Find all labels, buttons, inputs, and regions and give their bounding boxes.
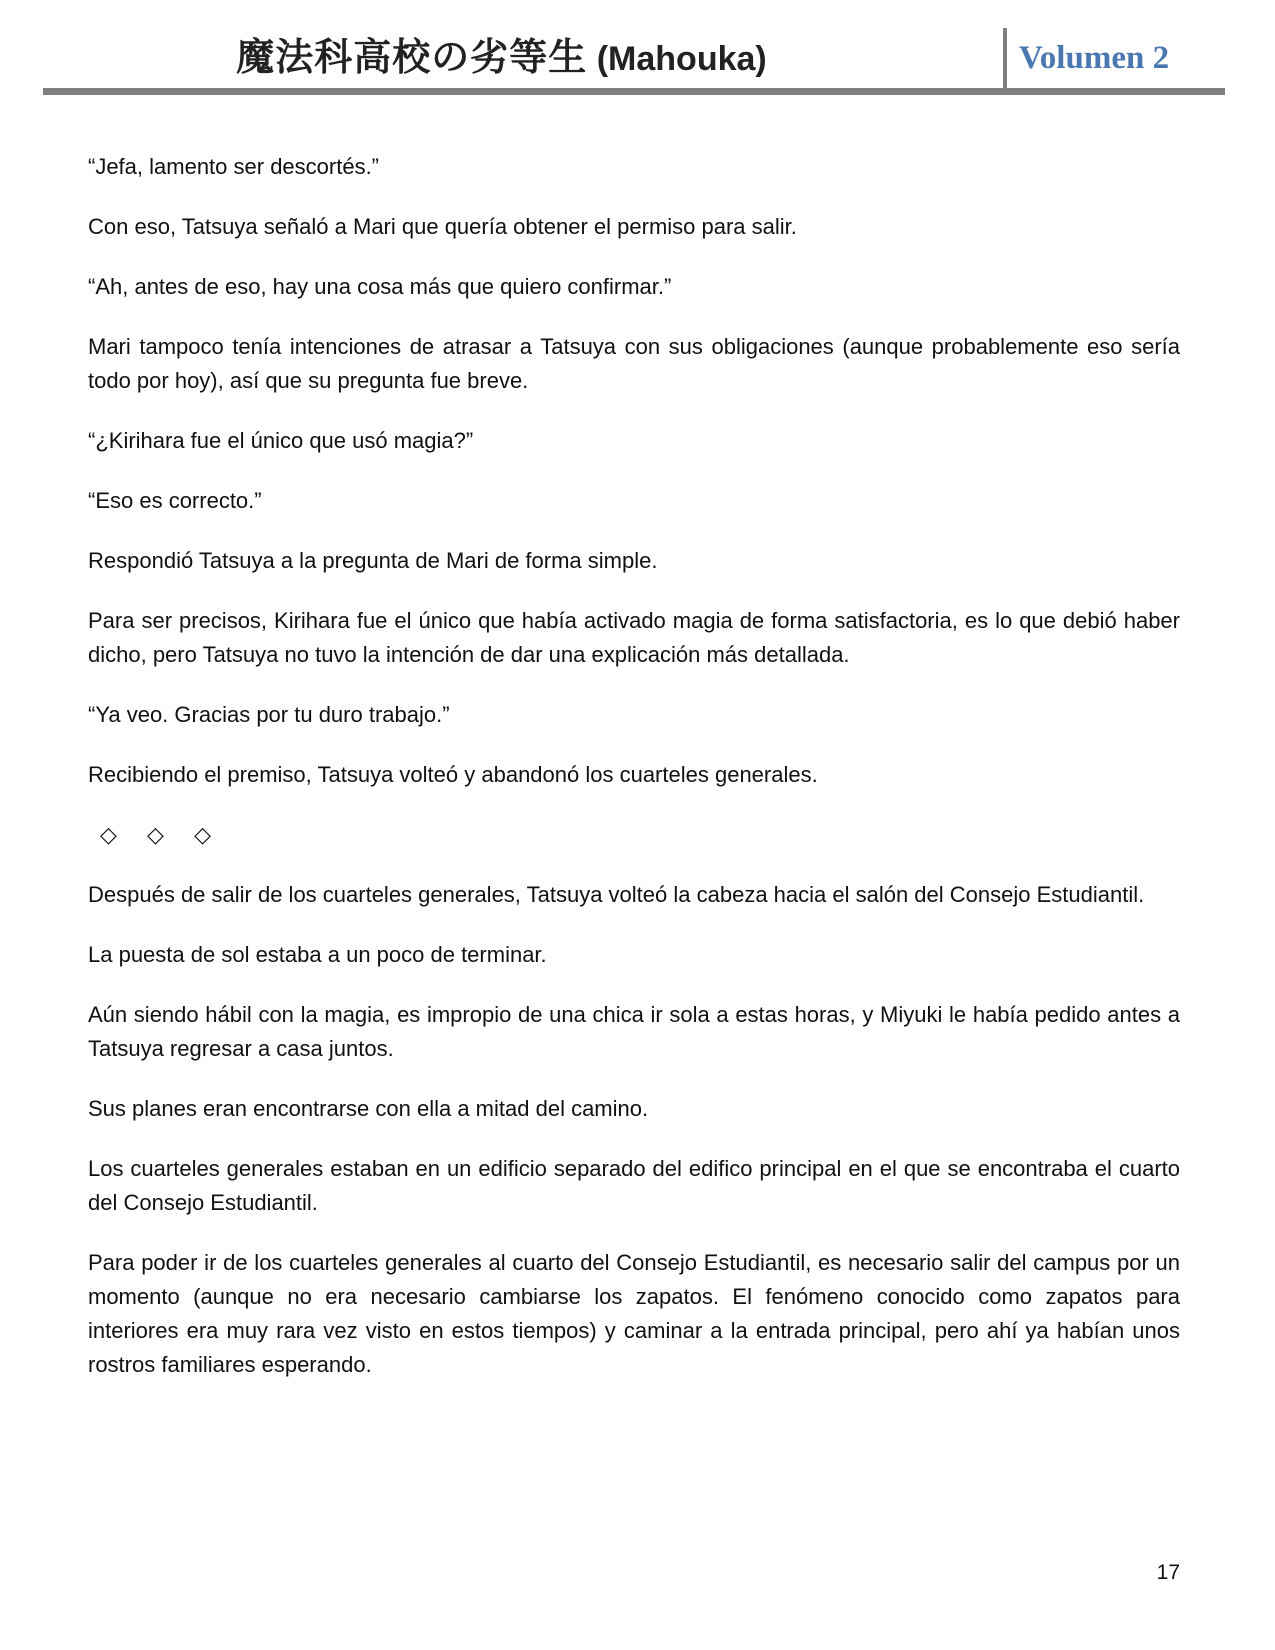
paragraph: Con eso, Tatsuya señaló a Mari que quería obtener el permiso para salir. xyxy=(88,214,797,239)
paragraph: Recibiendo el premiso, Tatsuya volteó y abandonó los cuarteles generales. xyxy=(88,762,818,787)
paragraph: “Ah, antes de eso, hay una cosa más que quiero confirmar.” xyxy=(88,274,672,299)
document-title xyxy=(0,26,1003,81)
paragraph: Los cuarteles generales estaban en un edificio separado del edifico principal en el que se encontraba el cuarto del Consejo Estudiantil. xyxy=(88,1156,1180,1215)
paragraph: “Eso es correcto.” xyxy=(88,488,262,513)
page-body-text xyxy=(88,150,1180,1408)
scene-break-diamonds-icon: ◇ ◇ ◇ xyxy=(100,822,223,847)
header-rule xyxy=(43,88,1225,95)
volume-label: Volumen 2 xyxy=(1019,39,1170,76)
paragraph: La puesta de sol estaba a un poco de terminar. xyxy=(88,942,547,967)
document-title-japanese: 魔法科高校の劣等生 xyxy=(236,37,588,79)
header-vertical-divider xyxy=(1003,28,1007,95)
paragraph: “Ya veo. Gracias por tu duro trabajo.” xyxy=(88,702,450,727)
paragraph: Para ser precisos, Kirihara fue el único que había activado magia de forma satisfactoria, es lo que debió haber dicho, pero Tatsuya no tuvo la intención de dar una explicación más detallada. xyxy=(88,608,1180,667)
document-title-romaji: (Mahouka) xyxy=(587,40,767,78)
paragraph: Sus planes eran encontrarse con ella a mitad del camino. xyxy=(88,1096,649,1121)
paragraph: Para poder ir de los cuarteles generales al cuarto del Consejo Estudiantil, es necesario salir del campus por un momento (aunque no era necesario cambiarse los zapatos. El fenómeno conocido como zapatos para interiores era muy rara vez visto en estos tiempos) y caminar a la entrada principal, pero ahí ya habían unos rostros familiares esperando. xyxy=(88,1250,1180,1377)
paragraph: Respondió Tatsuya a la pregunta de Mari de forma simple. xyxy=(88,548,658,573)
paragraph: “Jefa, lamento ser descortés.” xyxy=(88,154,380,179)
paragraph: Aún siendo hábil con la magia, es impropio de una chica ir sola a estas horas, y Miyuki le había pedido antes a Tatsuya regresar a casa juntos. xyxy=(88,1002,1180,1061)
volume-cell xyxy=(1019,30,1169,86)
page-number: 17 xyxy=(1156,1561,1180,1584)
paragraph: Después de salir de los cuarteles generales, Tatsuya volteó la cabeza hacia el salón del Consejo Estudiantil. xyxy=(88,882,1145,907)
paragraph: Mari tampoco tenía intenciones de atrasar a Tatsuya con sus obligaciones (aunque probablemente eso sería todo por hoy), así que su pregunta fue breve. xyxy=(88,334,1180,393)
paragraph: “¿Kirihara fue el único que usó magia?” xyxy=(88,428,474,453)
